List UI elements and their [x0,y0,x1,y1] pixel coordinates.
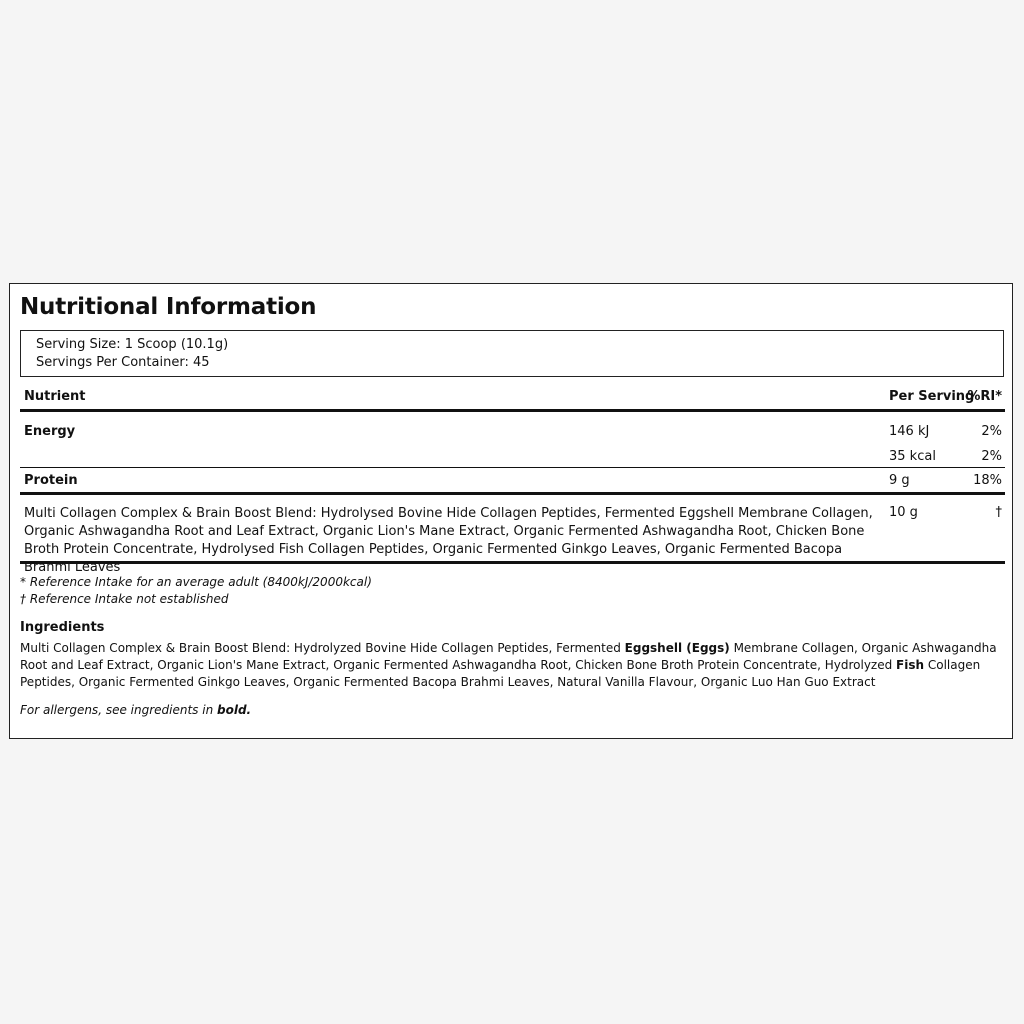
column-header-ri: %RI* [967,389,1002,404]
table-header-row [20,384,1005,412]
footnotes [20,574,372,608]
allergen-note-text: For allergens, see ingredients in [20,703,217,717]
table-row-blend [20,495,1005,575]
protein-ri: 18% [973,473,1002,488]
serving-info-box [20,330,1004,377]
blend-ri: † [995,505,1002,520]
allergen-eggs: Eggshell (Eggs) [624,641,730,655]
table-row-energy [20,412,1005,468]
ingredients-heading: Ingredients [20,620,105,635]
allergen-note [20,703,251,717]
column-header-per-serving: Per Serving [889,389,975,404]
energy-kcal-ri: 2% [981,449,1002,464]
nutrient-name-blend: Multi Collagen Complex & Brain Boost Blend: Hydrolysed Bovine Hide Collagen Peptides, Fermented Eggshell Membrane Collagen, Organic Ashwagandha Root and Leaf Extract, Organic Lion's Mane Extract, Organic Fermented Ashwagandha Root, Chicken Bone Broth Protein Concentrate, Hydrolysed Fish Collagen Peptides, Organic Fermented Ginkgo Leaves, Organic Fermented Bacopa Brahmi Leaves [24,506,873,575]
ingredients-text [20,640,1010,691]
serving-size: Serving Size: 1 Scoop (10.1g) [36,337,229,352]
blend-value: 10 g [889,505,918,520]
ingredients-part-2: Membrane Collagen, Organic Ashwagandha Root and Leaf Extract, Organic Lion's Mane Extract, Organic Fermented Ashwagandha Root, Chicken Bone Broth Protein Concentrate, Hydrolyzed [20,641,997,672]
energy-kj-ri: 2% [981,424,1002,439]
table-row-protein [20,468,1005,495]
column-header-nutrient: Nutrient [24,389,86,404]
nutrition-table [20,384,1005,575]
nutrition-panel [9,283,1013,739]
energy-kj-value: 146 kJ [889,424,930,439]
protein-value: 9 g [889,473,910,488]
ri-footnote: * Reference Intake for an average adult (8400kJ/2000kcal) [20,575,372,589]
page-title: Nutritional Information [20,294,317,320]
allergen-note-bold: bold. [217,703,252,717]
dagger-footnote: † Reference Intake not established [20,592,229,606]
allergen-fish: Fish [896,658,925,672]
servings-per-container: Servings Per Container: 45 [36,355,210,370]
ingredients-part-1: Multi Collagen Complex & Brain Boost Blend: Hydrolyzed Bovine Hide Collagen Peptides, Fermented [20,641,625,655]
ingredients-part-3: Collagen Peptides, Organic Fermented Ginkgo Leaves, Organic Fermented Bacopa Brahmi Leaves, Natural Vanilla Flavour, Organic Luo Han Guo Extract [20,658,981,689]
nutrient-name-protein: Protein [24,473,78,488]
nutrient-name-energy: Energy [24,424,76,439]
energy-kcal-value: 35 kcal [889,449,936,464]
